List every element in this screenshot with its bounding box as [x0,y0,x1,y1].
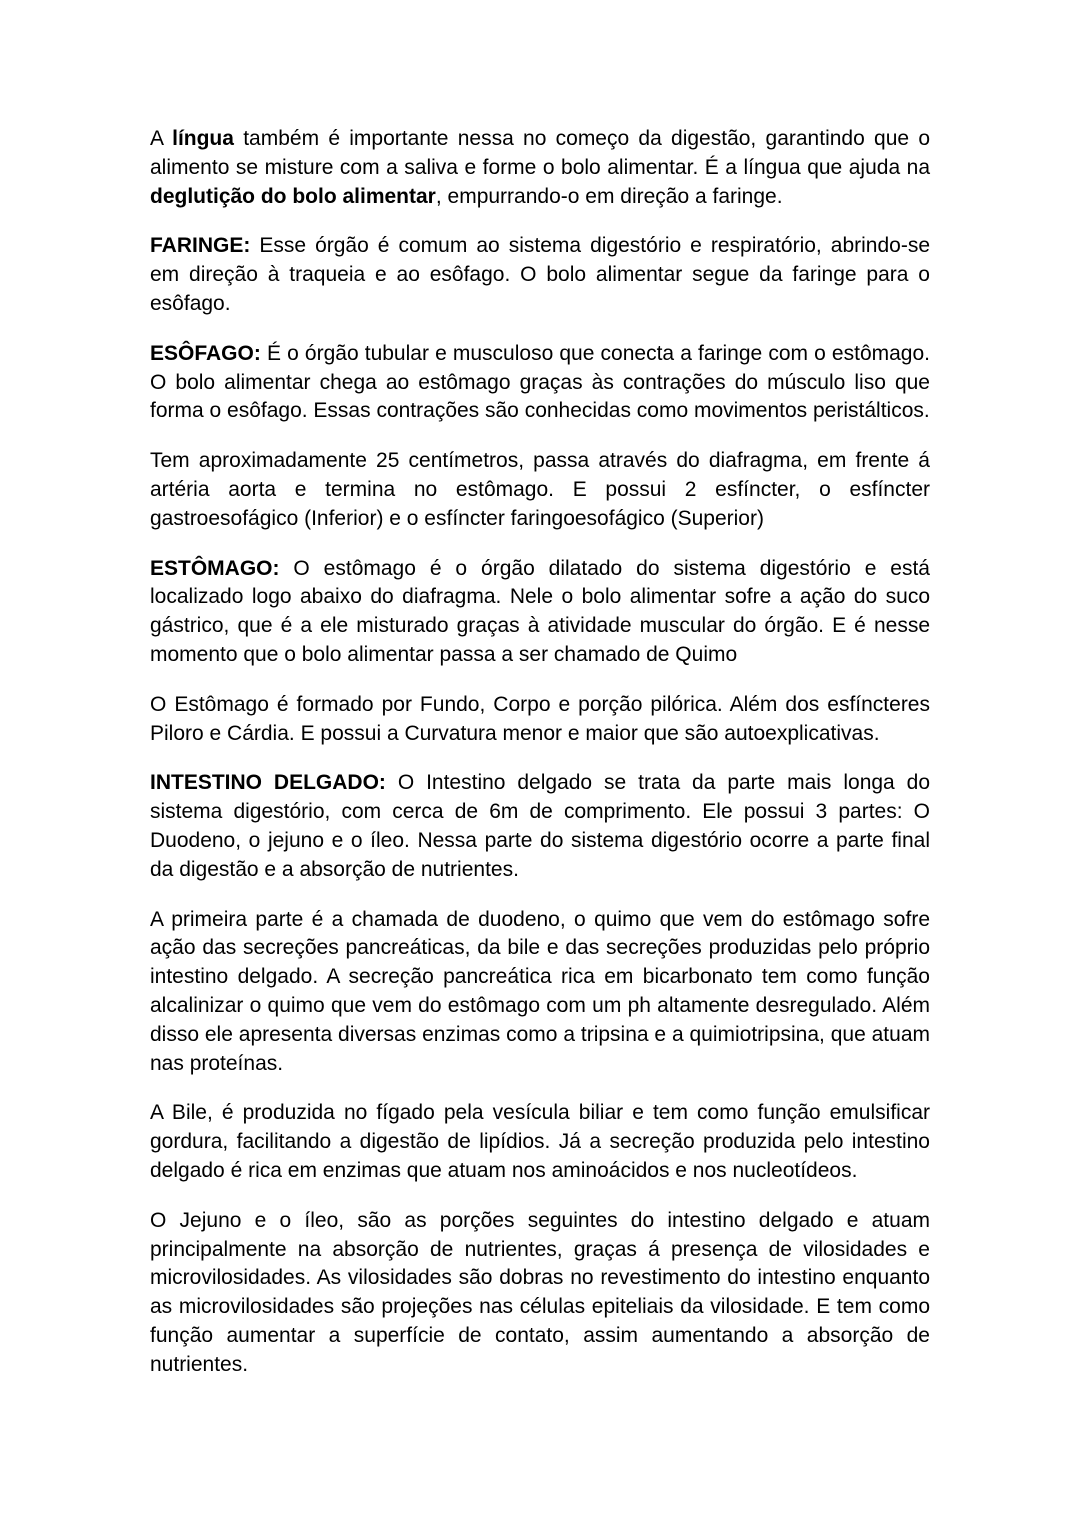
text-run: Esse órgão é comum ao sistema digestório e respiratório, abrindo-se em direção à traqueia e ao esôfago. O bolo alimentar segue da faringe para o esôfago. [150,234,930,315]
bold-run: língua [172,127,234,150]
bold-run: deglutição do bolo alimentar [150,184,436,208]
paragraph-esofago-medidas [150,447,930,533]
text-run: O Intestino delgado se trata da parte mais longa do sistema digestório, com cerca de 6m de comprimento. Ele possui 3 partes: O Duodeno, o jejuno e o íleo. Nessa parte do sistema digestório ocorre a parte final da digestão e a absorção de nutrientes. [150,771,930,881]
text-run: A [150,127,173,150]
text-run: É o órgão tubular e musculoso que conecta a faringe com o estômago. O bolo alimentar chega ao estômago graças às contrações do músculo liso que forma o esôfago. Essas contrações são conhecidas como movimentos peristálticos. [150,341,930,423]
text-run: também é importante nessa no começo da digestão, garantindo que o alimento se misture com a saliva e forme o bolo alimentar. É a língua que ajuda na [150,127,930,179]
paragraph-esofago [150,340,930,426]
text-run: O Jejuno e o íleo, são as porções seguintes do intestino delgado e atuam principalmente na absorção de nutrientes, graças á presença de vilosidades e microvilosidades. As vilosidades são dobras no revestimento do intestino enquanto as microvilosidades são projeções nas células epiteliais da vilosidade. E tem como função aumentar a superfície de contato, assim aumentando a absorção de nutrientes. [150,1208,930,1376]
paragraph-estomago [150,555,930,670]
paragraph-faringe [150,232,930,318]
text-run: A primeira parte é a chamada de duodeno, o quimo que vem do estômago sofre ação das secreções pancreáticas, da bile e das secreções produzidas pelo próprio intestino delgado. A secreção pancreática rica em bicarbonato tem como função alcalinizar o quimo que vem do estômago com um ph altamente desregulado. Além disso ele apresenta diversas enzimas como a tripsina e a quimiotripsina, que atuam nas proteínas. [150,907,930,1075]
text-run: O estômago é o órgão dilatado do sistema digestório e está localizado logo abaixo do diafragma. Nele o bolo alimentar sofre a ação do suco gástrico, que é a ele misturado graças à atividade muscular do órgão. E é nesse momento que o bolo alimentar passa a ser chamado de Quimo [150,556,930,666]
section-label-faringe: FARINGE: [150,234,251,258]
paragraph-duodeno [150,906,930,1079]
text-run: O Estômago é formado por Fundo, Corpo e porção pilórica. Além dos esfíncteres Piloro e Cárdia. E possui a Curvatura menor e maior que são autoexplicativas. [150,692,930,745]
section-label-esofago: ESÔFAGO: [150,341,261,365]
paragraph-intestino-delgado [150,769,930,884]
text-run: Tem aproximadamente 25 centímetros, passa através do diafragma, em frente á artéria aorta e termina no estômago. E possui 2 esfíncter, o esfíncter gastroesofágico (Inferior) e o esfíncter faringoesofágico (Superior) [150,449,930,530]
text-run: , empurrando-o em direção a faringe. [435,184,783,208]
text-run: A Bile, é produzida no fígado pela vesícula biliar e tem como função emulsificar gordura, facilitando a digestão de lipídios. Já a secreção produzida pelo intestino delgado é rica em enzimas que atuam nos aminoácidos e nos nucleotídeos. [150,1101,930,1182]
paragraph-lingua-intro [150,125,930,211]
section-label-estomago: ESTÔMAGO: [150,556,280,580]
paragraph-jejuno-ileo [150,1207,930,1380]
section-label-intestino-delgado: INTESTINO DELGADO: [150,771,386,795]
paragraph-estomago-partes [150,691,930,749]
paragraph-bile [150,1099,930,1185]
